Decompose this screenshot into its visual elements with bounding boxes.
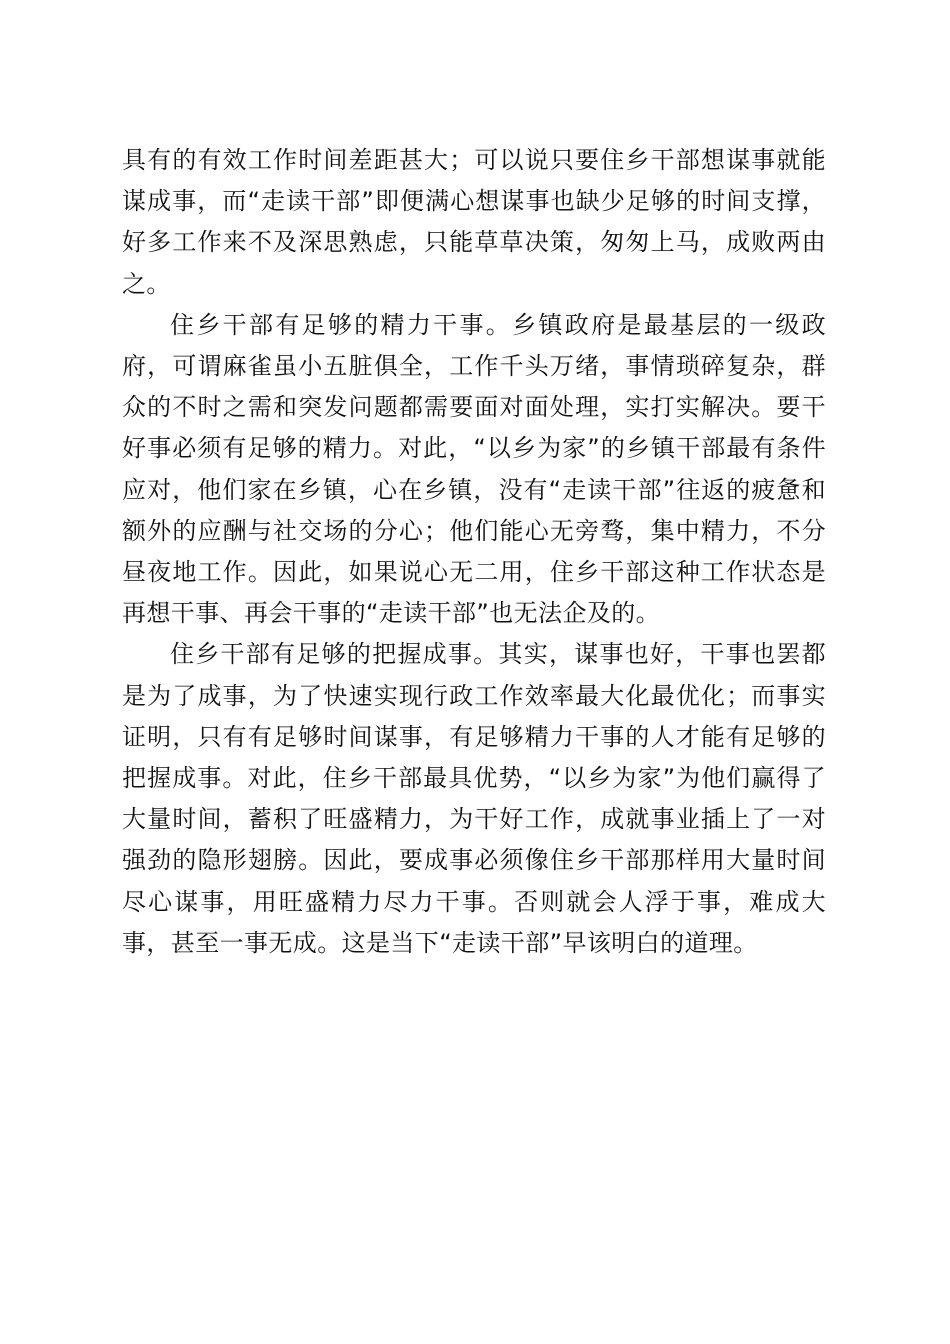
- paragraph-2: 住乡干部有足够的精力干事。乡镇政府是最基层的一级政府，可谓麻雀虽小五脏俱全，工作千头万绪，事情琐碎复杂，群众的不时之需和突发问题都需要面对面处理，实打实解决。要干好事必须有足够的精力。对此，“以乡为家”的乡镇干部最有条件应对，他们家在乡镇，心在乡镇，没有“走读干部”往返的疲惫和额外的应酬与社交场的分心；他们能心无旁骛，集中精力，不分昼夜地工作。因此，如果说心无二用，住乡干部这种工作状态是再想干事、再会干事的“走读干部”也无法企及的。: [122, 310, 826, 628]
- paragraph-3: 住乡干部有足够的把握成事。其实，谋事也好，干事也罢都是为了成事，为了快速实现行政工作效率最大化最优化；而事实证明，只有有足够时间谋事，有足够精力干事的人才能有足够的把握成事。对此，住乡干部最具优势，“以乡为家”为他们赢得了大量时间，蓄积了旺盛精力，为干好工作，成就事业插上了一对强劲的隐形翅膀。因此，要成事必须像住乡干部那样用大量时间尽心谋事，用旺盛精力尽力干事。否则就会人浮于事，难成大事，甚至一事无成。这是当下“走读干部”早该明白的道理。: [122, 640, 826, 957]
- paragraph-1: 具有的有效工作时间差距甚大；可以说只要住乡干部想谋事就能谋成事，而“走读干部”即便满心想谋事也缺少足够的时间支撑，好多工作来不及深思熟虑，只能草草决策，匆匆上马，成败两由之。: [122, 146, 826, 298]
- document-body: [122, 140, 826, 964]
